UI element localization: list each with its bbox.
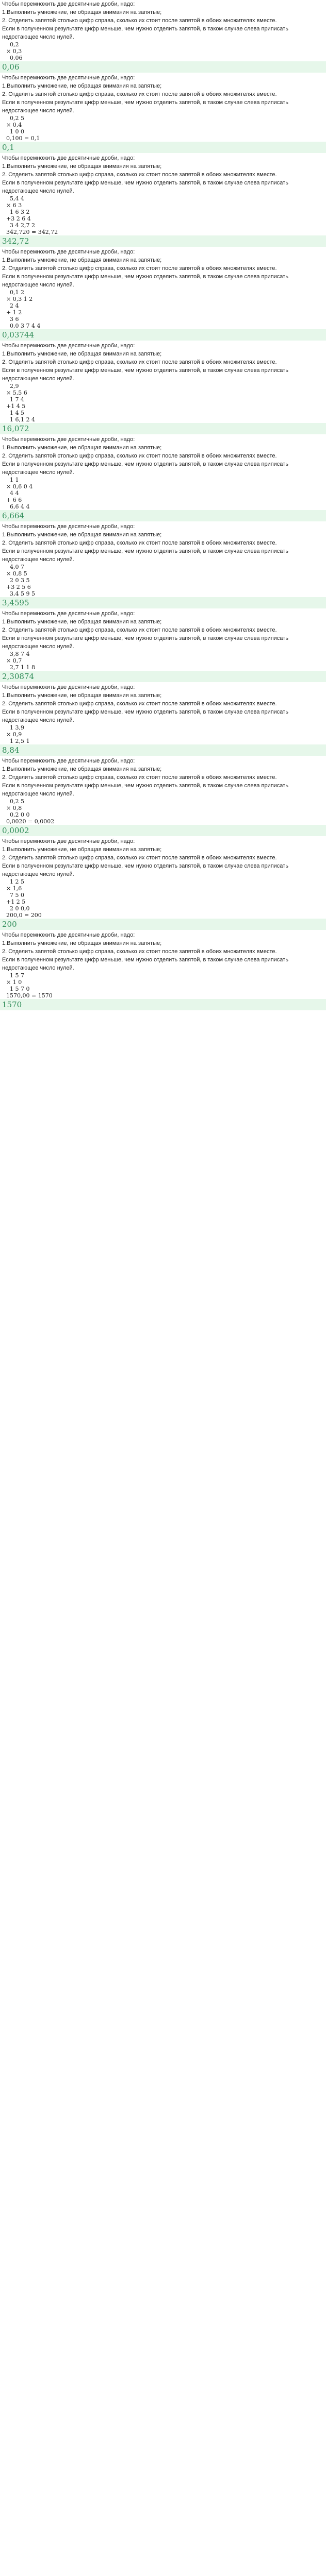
answer-line: 1570 — [0, 999, 326, 1010]
problem-section — [2, 931, 324, 1010]
rule-step1: 1.Выполнить умножение, не обращая внимания на запятые; — [2, 692, 162, 699]
rule-step2: 2. Отделить запятой столько цифр справа, сколько их стоит после запятой в обоих множителях вместе. — [2, 540, 277, 546]
column-multiplication — [2, 724, 324, 744]
column-multiplication — [2, 972, 324, 992]
rule-step1: 1.Выполнить умножение, не обращая внимания на запятые; — [2, 766, 162, 772]
calc-row: 0,2 5 — [6, 115, 24, 122]
rule-step2: 2. Отделить запятой столько цифр справа, сколько их стоит после запятой в обоих множителях вместе. — [2, 774, 277, 781]
calc-row: 1 6 3 2 — [6, 209, 30, 215]
rule-zeros: Если в полученном результате цифр меньше, чем нужно отделить запятой, в таком случае слева приписать недостающее число нулей. — [2, 635, 288, 650]
calc-row: × 0,8 — [6, 805, 22, 811]
rule-step1: 1.Выполнить умножение, не обращая внимания на запятые; — [2, 619, 162, 625]
problem-section — [2, 248, 324, 341]
column-multiplication — [2, 383, 324, 423]
calc-row: 2 4 — [6, 302, 19, 309]
calc-row: 1 3,9 — [6, 724, 24, 731]
answer-line: 0,1 — [0, 142, 326, 153]
calc-row: 2,7 1 1 8 — [6, 664, 35, 671]
problem-section — [2, 0, 324, 73]
calc-row: +3 2 5 6 — [6, 584, 31, 590]
calc-row: × 0,7 — [6, 657, 22, 664]
rule-step1: 1.Выполнить умножение, не обращая внимания на запятые; — [2, 445, 162, 451]
rule-intro: Чтобы перемножить две десятичные дроби, надо: — [2, 155, 135, 161]
rule-step2: 2. Отделить запятой столько цифр справа, сколько их стоит после запятой в обоих множителях вместе. — [2, 701, 277, 707]
calc-row: 1 7 4 — [6, 396, 24, 403]
rule-intro: Чтобы перемножить две десятичные дроби, надо: — [2, 932, 135, 938]
problem-section — [2, 74, 324, 153]
rule-step2: 2. Отделить запятой столько цифр справа, сколько их стоит после запятой в обоих множителях вместе. — [2, 948, 277, 955]
calc-row: 1 0 0 — [6, 128, 24, 135]
rule-intro: Чтобы перемножить две десятичные дроби, надо: — [2, 838, 135, 844]
problem-section — [2, 435, 324, 521]
answer-line: 0,06 — [0, 61, 326, 73]
calc-row: 7 5 0 — [6, 892, 24, 899]
calc-row: 1 2,5 1 — [6, 738, 30, 744]
column-multiplication — [2, 878, 324, 912]
rule-step1: 1.Выполнить умножение, не обращая внимания на запятые; — [2, 257, 162, 263]
rule-step2: 2. Отделить запятой столько цифр справа, сколько их стоит после запятой в обоих множителях вместе. — [2, 265, 277, 272]
calc-simplify: 1570,00 = 1570 — [6, 992, 53, 999]
calc-row: × 0,9 — [6, 731, 22, 738]
rule-zeros: Если в полученном результате цифр меньше, чем нужно отделить запятой, в таком случае слева приписать недостающее число нулей. — [2, 367, 288, 382]
rule-step2: 2. Отделить запятой столько цифр справа, сколько их стоит после запятой в обоих множителях вместе. — [2, 18, 277, 24]
calc-row: × 6 3 — [6, 202, 22, 209]
calc-simplify: 200,0 = 200 — [6, 912, 42, 919]
solution-page — [0, 0, 326, 1010]
rule-step1: 1.Выполнить умножение, не обращая внимания на запятые; — [2, 940, 162, 946]
column-multiplication — [2, 798, 324, 818]
calc-simplify: 0,100 = 0,1 — [6, 135, 40, 142]
calc-row: × 5,5 6 — [6, 389, 27, 396]
calc-row: × 0,3 — [6, 48, 22, 55]
calc-row: +1 2 5 — [6, 899, 26, 905]
rule-step2: 2. Отделить запятой столько цифр справа, сколько их стоит после запятой в обоих множителях вместе. — [2, 855, 277, 861]
calc-row: + 1 2 — [6, 309, 22, 316]
column-multiplication — [2, 289, 324, 329]
calc-row: 1 6,1 2 4 — [6, 416, 35, 423]
rule-step1: 1.Выполнить умножение, не обращая внимания на запятые; — [2, 163, 162, 170]
answer-line: 6,664 — [0, 510, 326, 521]
answer-line: 16,072 — [0, 423, 326, 434]
calc-row: 1 1 — [6, 477, 19, 483]
calc-row: 0,06 — [6, 55, 23, 61]
problem-section — [2, 342, 324, 434]
calc-simplify: 0,0020 = 0,0002 — [6, 818, 55, 825]
calc-row: 3,4 5 9 5 — [6, 590, 35, 597]
calc-row: 0,2 5 — [6, 798, 24, 805]
column-multiplication — [2, 651, 324, 671]
problem-section — [2, 522, 324, 608]
answer-line: 200 — [0, 919, 326, 930]
calc-row: × 0,3 1 2 — [6, 296, 33, 302]
column-multiplication — [2, 41, 324, 61]
rule-step1: 1.Выполнить умножение, не обращая внимания на запятые; — [2, 351, 162, 357]
answer-line: 0,0002 — [0, 825, 326, 836]
calc-row: 2,9 — [6, 383, 19, 389]
problem-section — [2, 757, 324, 836]
calc-row: 0,1 2 — [6, 289, 24, 296]
rule-zeros: Если в полученном результате цифр меньше, чем нужно отделить запятой, в таком случае слева приписать недостающее число нулей. — [2, 957, 288, 971]
calc-row: 4,0 7 — [6, 564, 24, 570]
rule-zeros: Если в полученном результате цифр меньше, чем нужно отделить запятой, в таком случае слева приписать недостающее число нулей. — [2, 26, 288, 40]
rule-intro: Чтобы перемножить две десятичные дроби, надо: — [2, 611, 135, 617]
calc-row: 3 6 — [6, 316, 19, 323]
calc-row: 4 4 — [6, 490, 19, 497]
answer-line: 342,72 — [0, 235, 326, 247]
rule-step2: 2. Отделить запятой столько цифр справа, сколько их стоит после запятой в обоих множителях вместе. — [2, 627, 277, 633]
calc-row: 1 5 7 0 — [6, 986, 30, 992]
calc-row: 2 0 3 5 — [6, 577, 30, 584]
calc-row: 6,6 4 4 — [6, 503, 30, 510]
rule-zeros: Если в полученном результате цифр меньше, чем нужно отделить запятой, в таком случае слева приписать недостающее число нулей. — [2, 274, 288, 288]
rule-intro: Чтобы перемножить две десятичные дроби, надо: — [2, 523, 135, 530]
problem-section — [2, 837, 324, 930]
calc-row: +1 4 5 — [6, 403, 26, 410]
rule-step2: 2. Отделить запятой столько цифр справа, сколько их стоит после запятой в обоих множителях вместе. — [2, 453, 277, 459]
calc-row: 3 4 2,7 2 — [6, 222, 35, 229]
answer-line: 2,30874 — [0, 671, 326, 682]
problem-section — [2, 154, 324, 247]
rule-zeros: Если в полученном результате цифр меньше, чем нужно отделить запятой, в таком случае слева приписать недостающее число нулей. — [2, 461, 288, 476]
rule-zeros: Если в полученном результате цифр меньше, чем нужно отделить запятой, в таком случае слева приписать недостающее число нулей. — [2, 709, 288, 723]
problem-section — [2, 683, 324, 756]
calc-row: 2 0 0,0 — [6, 905, 30, 912]
calc-row: 1 2 5 — [6, 878, 24, 885]
rule-zeros: Если в полученном результате цифр меньше, чем нужно отделить запятой, в таком случае слева приписать недостающее число нулей. — [2, 783, 288, 797]
problem-section — [2, 609, 324, 682]
calc-row: × 1,6 — [6, 885, 22, 892]
rule-step2: 2. Отделить запятой столько цифр справа, сколько их стоит после запятой в обоих множителях вместе. — [2, 91, 277, 97]
calc-row: × 1 0 — [6, 979, 22, 986]
rule-intro: Чтобы перемножить две десятичные дроби, надо: — [2, 75, 135, 81]
rule-step2: 2. Отделить запятой столько цифр справа, сколько их стоит после запятой в обоих множителях вместе. — [2, 172, 277, 178]
column-multiplication — [2, 477, 324, 510]
rule-step1: 1.Выполнить умножение, не обращая внимания на запятые; — [2, 532, 162, 538]
rule-intro: Чтобы перемножить две десятичные дроби, надо: — [2, 249, 135, 255]
column-multiplication — [2, 195, 324, 229]
calc-row: 0,0 3 7 4 4 — [6, 323, 41, 329]
answer-line: 3,4595 — [0, 597, 326, 608]
calc-row: 3,8 7 4 — [6, 651, 30, 657]
rule-intro: Чтобы перемножить две десятичные дроби, надо: — [2, 758, 135, 764]
answer-line: 8,84 — [0, 744, 326, 756]
rule-intro: Чтобы перемножить две десятичные дроби, надо: — [2, 436, 135, 443]
calc-row: 1 5 7 — [6, 972, 24, 979]
rule-step1: 1.Выполнить умножение, не обращая внимания на запятые; — [2, 846, 162, 853]
calc-row: 0,2 0 0 — [6, 811, 30, 818]
rule-zeros: Если в полученном результате цифр меньше, чем нужно отделить запятой, в таком случае слева приписать недостающее число нулей. — [2, 548, 288, 563]
rule-step2: 2. Отделить запятой столько цифр справа, сколько их стоит после запятой в обоих множителях вместе. — [2, 359, 277, 365]
column-multiplication — [2, 564, 324, 597]
answer-line: 0,03744 — [0, 329, 326, 341]
rule-intro: Чтобы перемножить две десятичные дроби, надо: — [2, 343, 135, 349]
rule-step1: 1.Выполнить умножение, не обращая внимания на запятые; — [2, 9, 162, 15]
calc-simplify: 342,720 = 342,72 — [6, 229, 58, 235]
calc-row: × 0,6 0 4 — [6, 483, 33, 490]
calc-row: × 0,4 — [6, 122, 22, 128]
calc-row: + 6 6 — [6, 497, 22, 503]
calc-row: 5,4 4 — [6, 195, 24, 202]
rule-intro: Чтобы перемножить две десятичные дроби, надо: — [2, 1, 135, 7]
rule-intro: Чтобы перемножить две десятичные дроби, надо: — [2, 684, 135, 690]
calc-row: × 0,8 5 — [6, 570, 27, 577]
calc-row: 1 4 5 — [6, 410, 24, 416]
column-multiplication — [2, 115, 324, 135]
rule-zeros: Если в полученном результате цифр меньше, чем нужно отделить запятой, в таком случае слева приписать недостающее число нулей. — [2, 863, 288, 877]
rule-zeros: Если в полученном результате цифр меньше, чем нужно отделить запятой, в таком случае слева приписать недостающее число нулей. — [2, 180, 288, 194]
calc-row: +3 2 6 4 — [6, 215, 31, 222]
rule-zeros: Если в полученном результате цифр меньше, чем нужно отделить запятой, в таком случае слева приписать недостающее число нулей. — [2, 99, 288, 114]
calc-row: 0,2 — [6, 41, 19, 48]
rule-step1: 1.Выполнить умножение, не обращая внимания на запятые; — [2, 83, 162, 89]
